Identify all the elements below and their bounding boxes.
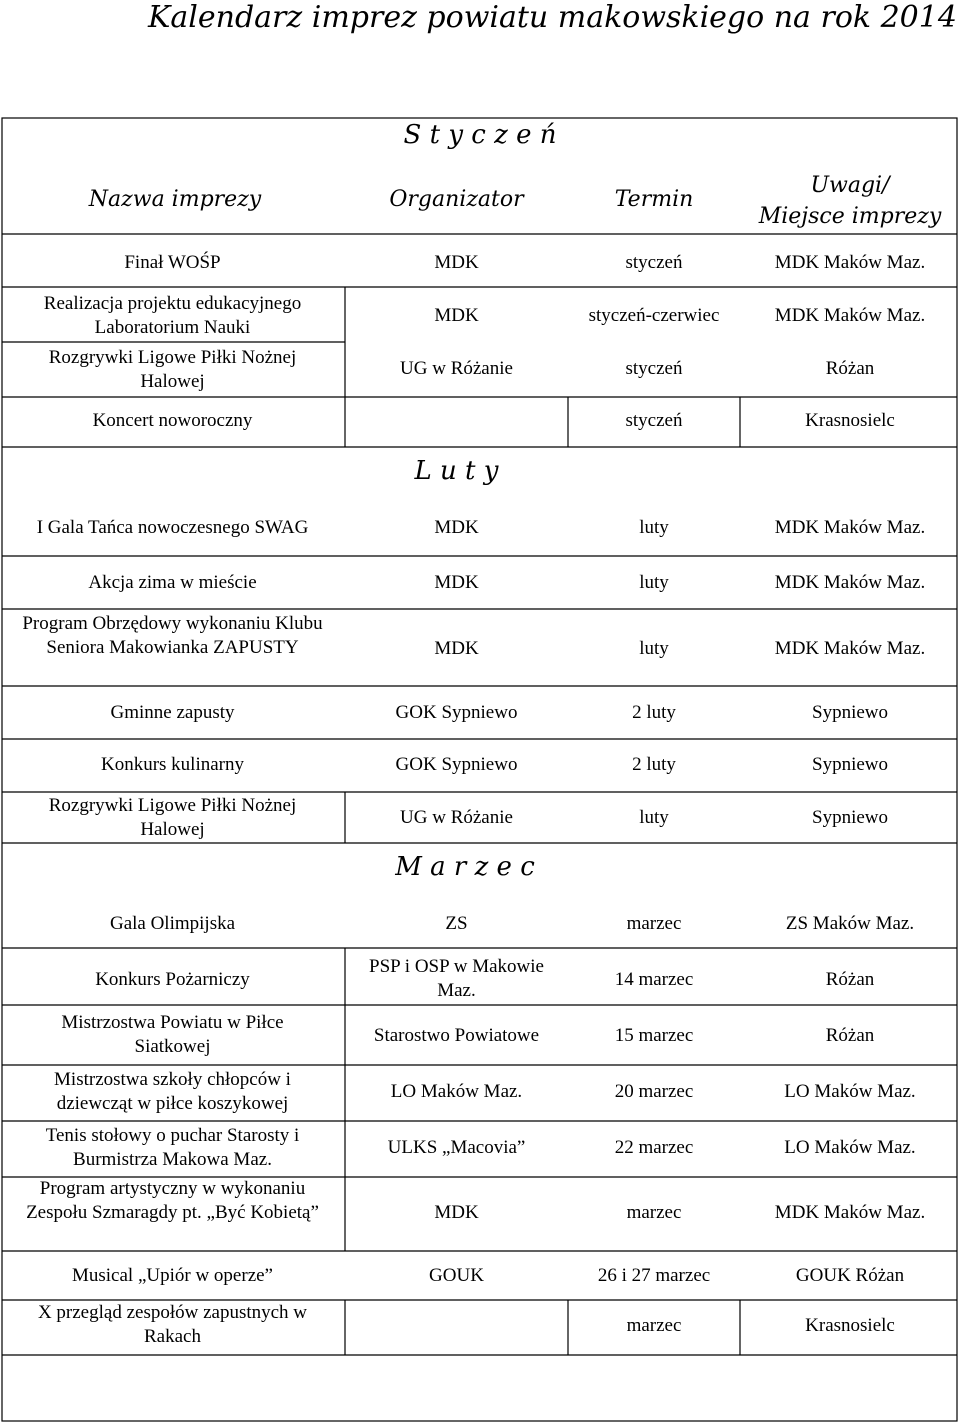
event-term: styczeń-czerwiec: [588, 305, 720, 326]
event-place: Różan: [825, 1025, 875, 1046]
event-organizer: PSP i OSP w Makowie Maz.: [369, 956, 544, 1001]
event-term: marzec: [626, 1202, 682, 1223]
event-place: Różan: [825, 969, 875, 990]
event-place: MDK Maków Maz.: [774, 305, 926, 326]
header-term: Termin: [614, 187, 694, 212]
event-place: Krasnosielc: [805, 1315, 895, 1336]
event-place: Różan: [825, 358, 875, 379]
event-term: luty: [639, 517, 669, 538]
header-event-name: Nazwa imprezy: [88, 187, 262, 212]
event-place: MDK Maków Maz.: [774, 1202, 926, 1223]
event-place: MDK Maków Maz.: [774, 638, 926, 659]
event-organizer: Starostwo Powiatowe: [373, 1025, 540, 1046]
event-place: GOUK Różan: [795, 1265, 905, 1286]
event-place: Sypniewo: [812, 702, 888, 723]
month-title-january: S t y c z e ń: [403, 120, 557, 150]
header-organizer: Organizator: [389, 187, 524, 212]
month-title-march: M a r z e c: [395, 852, 535, 882]
event-organizer: LO Maków Maz.: [390, 1081, 523, 1102]
event-name: Konkurs kulinarny: [100, 754, 244, 775]
event-name: X przegląd zespołów zapustnych w Rakach: [37, 1302, 308, 1347]
event-organizer: ZS: [445, 913, 468, 934]
event-term: styczeń: [625, 410, 683, 431]
event-organizer: GOUK: [429, 1265, 484, 1286]
event-term: luty: [639, 807, 669, 828]
event-term: 26 i 27 marzec: [597, 1265, 711, 1286]
event-organizer: MDK: [434, 638, 479, 659]
event-place: Krasnosielc: [805, 410, 895, 431]
event-name: I Gala Tańca nowoczesnego SWAG: [36, 517, 309, 538]
event-organizer: MDK: [434, 1202, 479, 1223]
header-notes-line2: Miejsce imprezy: [758, 204, 942, 229]
event-name: Rozgrywki Ligowe Piłki Nożnej Halowej: [48, 347, 297, 392]
event-name: Koncert noworoczny: [92, 410, 253, 431]
event-organizer: UG w Różanie: [400, 358, 513, 379]
event-organizer: UG w Różanie: [400, 807, 513, 828]
event-name: Program Obrzędowy wykonaniu Klubu Seniora Makowianka ZAPUSTY: [22, 613, 323, 658]
event-term: marzec: [626, 1315, 682, 1336]
event-term: styczeń: [625, 252, 683, 273]
event-name: Akcja zima w mieście: [88, 572, 257, 593]
event-name: Gala Olimpijska: [109, 913, 236, 934]
event-name: Finał WOŚP: [124, 252, 221, 273]
event-organizer: ULKS „Macovia”: [387, 1137, 526, 1158]
event-term: 2 luty: [632, 754, 676, 775]
event-place: Sypniewo: [812, 754, 888, 775]
event-name: Rozgrywki Ligowe Piłki Nożnej Halowej: [48, 795, 297, 840]
event-organizer: MDK: [434, 252, 479, 273]
event-name: Gminne zapusty: [110, 702, 235, 723]
month-title-february: L u t y: [414, 456, 499, 486]
event-organizer: MDK: [434, 305, 479, 326]
event-place: MDK Maków Maz.: [774, 517, 926, 538]
event-place: MDK Maków Maz.: [774, 252, 926, 273]
page-title: Kalendarz imprez powiatu makowskiego na rok 2014: [148, 0, 957, 35]
event-organizer: MDK: [434, 517, 479, 538]
event-name: Program artystyczny w wykonaniu Zespołu Szmaragdy pt. „Być Kobietą”: [26, 1178, 319, 1223]
event-organizer: GOK Sypniewo: [395, 702, 518, 723]
event-term: styczeń: [625, 358, 683, 379]
event-term: 14 marzec: [614, 969, 694, 990]
event-name: Konkurs Pożarniczy: [95, 969, 250, 990]
event-name: Musical „Upiór w operze”: [71, 1265, 273, 1286]
event-place: LO Maków Maz.: [784, 1081, 916, 1102]
event-name: Mistrzostwa szkoły chłopców i dziewcząt w piłce koszykowej: [54, 1069, 291, 1114]
event-term: 2 luty: [632, 702, 676, 723]
event-place: LO Maków Maz.: [784, 1137, 916, 1158]
event-name: Realizacja projektu edukacyjnego Laboratorium Nauki: [43, 293, 302, 338]
event-term: luty: [639, 572, 669, 593]
event-name: Mistrzostwa Powiatu w Piłce Siatkowej: [61, 1012, 284, 1057]
event-name: Tenis stołowy o puchar Starosty i Burmistrza Makowa Maz.: [45, 1125, 300, 1170]
event-term: 20 marzec: [614, 1081, 694, 1102]
event-place: MDK Maków Maz.: [774, 572, 926, 593]
event-organizer: MDK: [434, 572, 479, 593]
header-notes-line1: Uwagi/: [810, 173, 890, 198]
event-term: luty: [639, 638, 669, 659]
event-term: marzec: [626, 913, 682, 934]
event-organizer: GOK Sypniewo: [395, 754, 518, 775]
event-place: Sypniewo: [812, 807, 888, 828]
event-term: 15 marzec: [614, 1025, 694, 1046]
event-term: 22 marzec: [614, 1137, 694, 1158]
event-place: ZS Maków Maz.: [785, 913, 915, 934]
